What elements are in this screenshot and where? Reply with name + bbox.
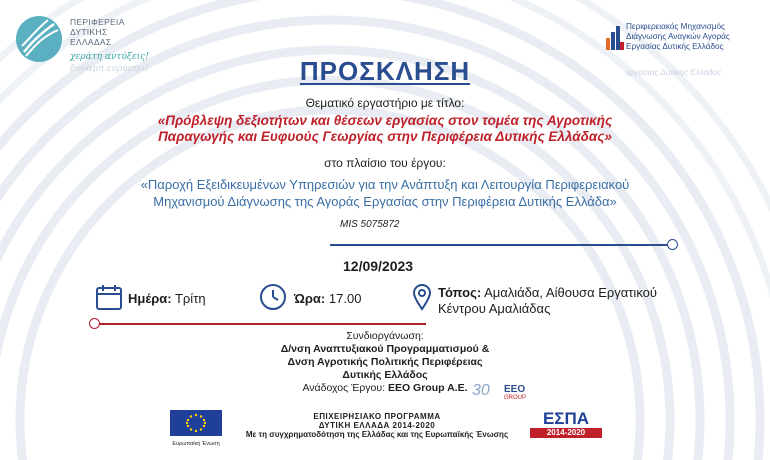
espa-years: 2014-2020 xyxy=(530,428,602,438)
mechanism-name: Περιφερειακός Μηχανισμός Διάγνωσης Αναγκών Αγοράς Εργασίας Δυτικής Ελλάδος xyxy=(626,22,730,51)
location-pin-icon xyxy=(412,283,432,311)
event-time: Ώρα: 17.00 xyxy=(294,291,362,306)
eu-flag-icon xyxy=(170,410,222,436)
eeo-name: EEO xyxy=(504,384,526,395)
eeo-group-logo xyxy=(472,382,542,404)
event-date: 12/09/2023 xyxy=(343,258,414,274)
divider-top xyxy=(330,244,670,246)
divider-bottom-dot xyxy=(89,318,100,329)
bar-chart-icon xyxy=(606,24,624,50)
eeo-sub: GROUP xyxy=(504,395,527,401)
eu-label: Ευρωπαϊκή Ένωση xyxy=(172,441,220,447)
eeo-30-years-mark: 30 xyxy=(472,382,490,399)
region-slogan: χεράτη αντύξεις! xyxy=(70,52,149,62)
mis-code: MIS 5075872 xyxy=(340,219,400,230)
divider-bottom xyxy=(96,323,426,325)
clock-icon xyxy=(259,283,287,311)
project-title: «Παροχή Εξειδικευμένων Υπηρεσιών για την Ανάπτυξη και Λειτουργία Περιφερειακού Μηχανισμού Διάγνωσης της Αγοράς Εργασίας στην Περιφέρεια Δυτικής Ελλάδα» xyxy=(140,177,630,209)
program-text: ΕΠΙΧΕΙΡΗΣΙΑΚΟ ΠΡΟΓΡΑΜΜΑ ΔΥΤΙΚΗ ΕΛΛΑΔΑ 2014-2020 Με τη συγχρηματοδότηση της Ελλάδας και της Ευρωπαϊκής Ένωσης xyxy=(245,412,509,439)
calendar-icon xyxy=(95,283,123,311)
mechanism-name-reflection: εργασιας Δυτικης Ελλαδος xyxy=(626,68,722,77)
region-name: ΠΕΡΙΦΕΡΕΙΑ ΔΥΤΙΚΗΣ ΕΛΛΑΔΑΣ xyxy=(70,17,125,47)
page-title: ΠΡΟΣΚΛΗΣΗ xyxy=(299,56,471,86)
organizers: Συνδιοργάνωση: Δ/νση Αναπτυξιακού Προγραμματισμού & Δνση Αγροτικής Πολιτικής Περιφέρειας Δυτικής Ελλάδος Ανάδοχος Έργου: EEO Group A.E. xyxy=(280,330,490,394)
region-slogan-faded: δύναμη ευρύπησ! xyxy=(70,64,149,74)
eu-flag-logo xyxy=(170,410,222,447)
workshop-title: «Πρόβλεψη δεξιοτήτων και θέσεων εργασίας στον τομέα της Αγροτικής Παραγωγής και Ευφυούς Γεωργίας στην Περιφέρεια Δυτικής Ελλάδας» xyxy=(157,113,613,144)
project-intro: στο πλαίσιο του έργου: xyxy=(324,156,446,170)
espa-name: ΕΣΠΑ xyxy=(542,409,590,428)
workshop-intro: Θεματικό εργαστήριο με τίτλο: xyxy=(305,96,465,110)
espa-logo xyxy=(530,410,602,444)
event-place: Τόπος: Αμαλιάδα, Αίθουσα Εργατικού Κέντρου Αμαλιάδας xyxy=(438,285,657,316)
event-day: Ημέρα: Τρίτη xyxy=(128,291,206,306)
divider-top-dot xyxy=(667,239,678,250)
